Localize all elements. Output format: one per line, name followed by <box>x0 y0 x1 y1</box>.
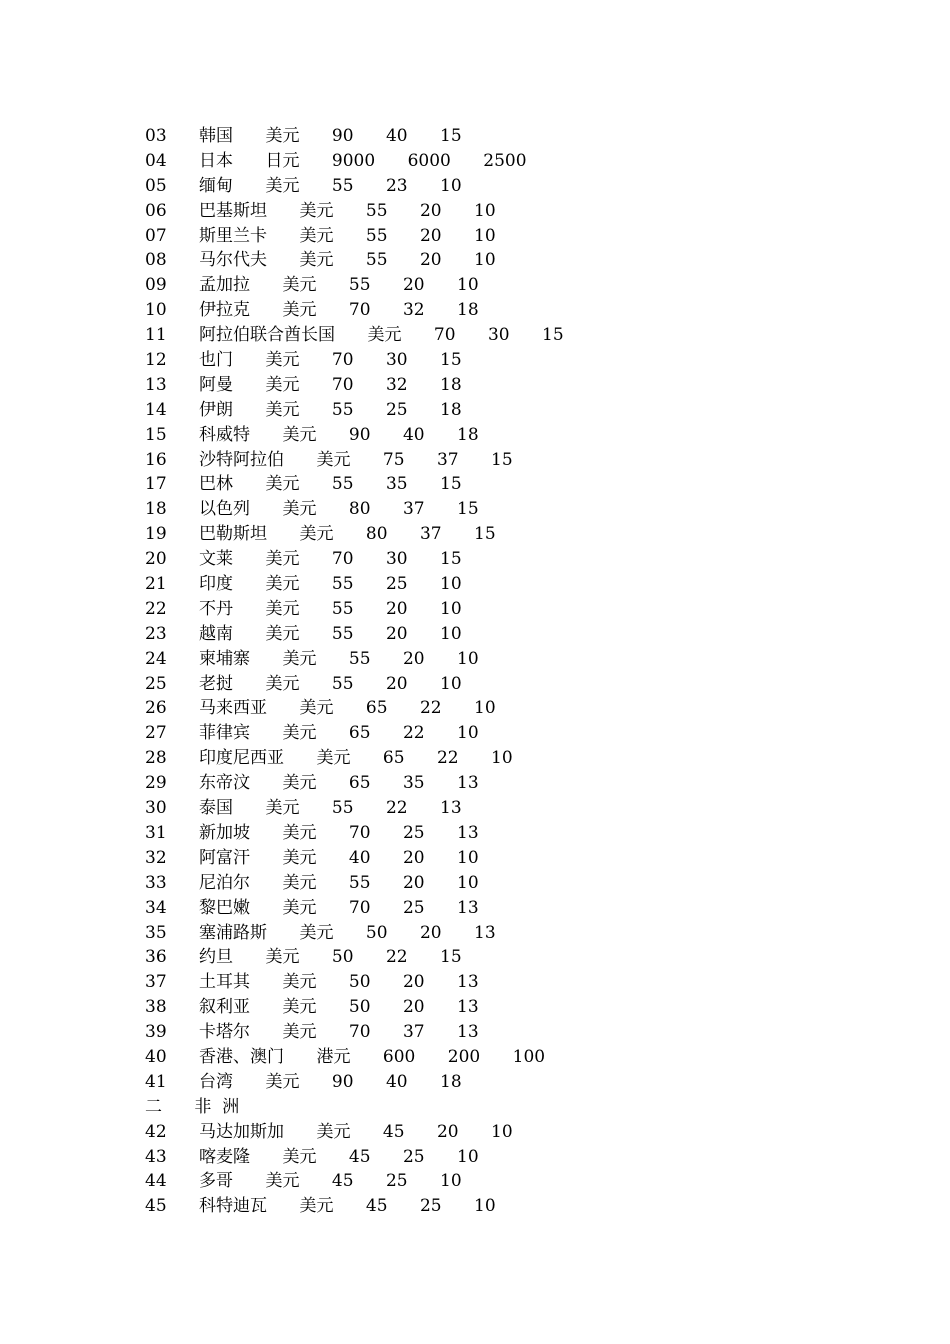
text-line: 31 新加坡 美元 70 25 13 <box>145 822 479 843</box>
text-line: 25 老挝 美元 55 20 10 <box>145 673 462 694</box>
text-line: 19 巴勒斯坦 美元 80 37 15 <box>145 524 496 545</box>
text-line: 39 卡塔尔 美元 70 37 13 <box>145 1022 479 1043</box>
text-line: 41 台湾 美元 90 40 18 <box>145 1071 462 1092</box>
text-line: 14 伊朗 美元 55 25 18 <box>145 399 462 420</box>
text-line: 30 泰国 美元 55 22 13 <box>145 798 462 819</box>
text-line: 16 沙特阿拉伯 美元 75 37 15 <box>145 449 513 470</box>
text-line: 45 科特迪瓦 美元 45 25 10 <box>145 1196 496 1217</box>
text-line: 27 菲律宾 美元 65 22 10 <box>145 723 479 744</box>
text-line: 09 孟加拉 美元 55 20 10 <box>145 275 479 296</box>
text-line: 03 韩国 美元 90 40 15 <box>145 126 462 146</box>
text-line: 37 土耳其 美元 50 20 13 <box>145 972 479 993</box>
rate-list <box>145 124 905 1219</box>
text-line: 11 阿拉伯联合酋长国 美元 70 30 15 <box>145 325 564 346</box>
text-line: 36 约旦 美元 50 22 15 <box>145 947 462 968</box>
text-line: 15 科威特 美元 90 40 18 <box>145 424 479 445</box>
text-line: 12 也门 美元 70 30 15 <box>145 350 462 371</box>
text-line: 40 香港、澳门 港元 600 200 100 <box>145 1046 546 1067</box>
text-line: 08 马尔代夫 美元 55 20 10 <box>145 250 496 271</box>
text-line: 23 越南 美元 55 20 10 <box>145 623 462 644</box>
text-line: 42 马达加斯加 美元 45 20 10 <box>145 1121 513 1142</box>
text-line: 17 巴林 美元 55 35 15 <box>145 474 462 495</box>
text-line: 20 文莱 美元 70 30 15 <box>145 549 462 570</box>
text-line: 21 印度 美元 55 25 10 <box>145 574 462 595</box>
text-line: 13 阿曼 美元 70 32 18 <box>145 374 462 395</box>
text-line: 28 印度尼西亚 美元 65 22 10 <box>145 748 513 769</box>
text-line: 26 马来西亚 美元 65 22 10 <box>145 698 496 719</box>
text-line: 04 日本 日元 9000 6000 2500 <box>145 150 527 171</box>
text-line: 44 多哥 美元 45 25 10 <box>145 1171 462 1192</box>
text-line: 06 巴基斯坦 美元 55 20 10 <box>145 200 496 221</box>
text-line: 18 以色列 美元 80 37 15 <box>145 499 479 520</box>
text-line: 38 叙利亚 美元 50 20 13 <box>145 997 479 1018</box>
text-line: 34 黎巴嫩 美元 70 25 13 <box>145 897 479 918</box>
text-line: 10 伊拉克 美元 70 32 18 <box>145 300 479 321</box>
text-line: 24 柬埔寨 美元 55 20 10 <box>145 648 479 669</box>
text-line: 43 喀麦隆 美元 45 25 10 <box>145 1146 479 1167</box>
text-line: 07 斯里兰卡 美元 55 20 10 <box>145 225 496 246</box>
text-line: 二 非 洲 <box>145 1096 240 1117</box>
text-line: 29 东帝汶 美元 65 35 13 <box>145 773 479 794</box>
text-line: 35 塞浦路斯 美元 50 20 13 <box>145 922 496 943</box>
text-line: 22 不丹 美元 55 20 10 <box>145 598 462 619</box>
text-line: 05 缅甸 美元 55 23 10 <box>145 175 462 196</box>
text-line: 32 阿富汗 美元 40 20 10 <box>145 847 479 868</box>
text-line: 33 尼泊尔 美元 55 20 10 <box>145 872 479 893</box>
